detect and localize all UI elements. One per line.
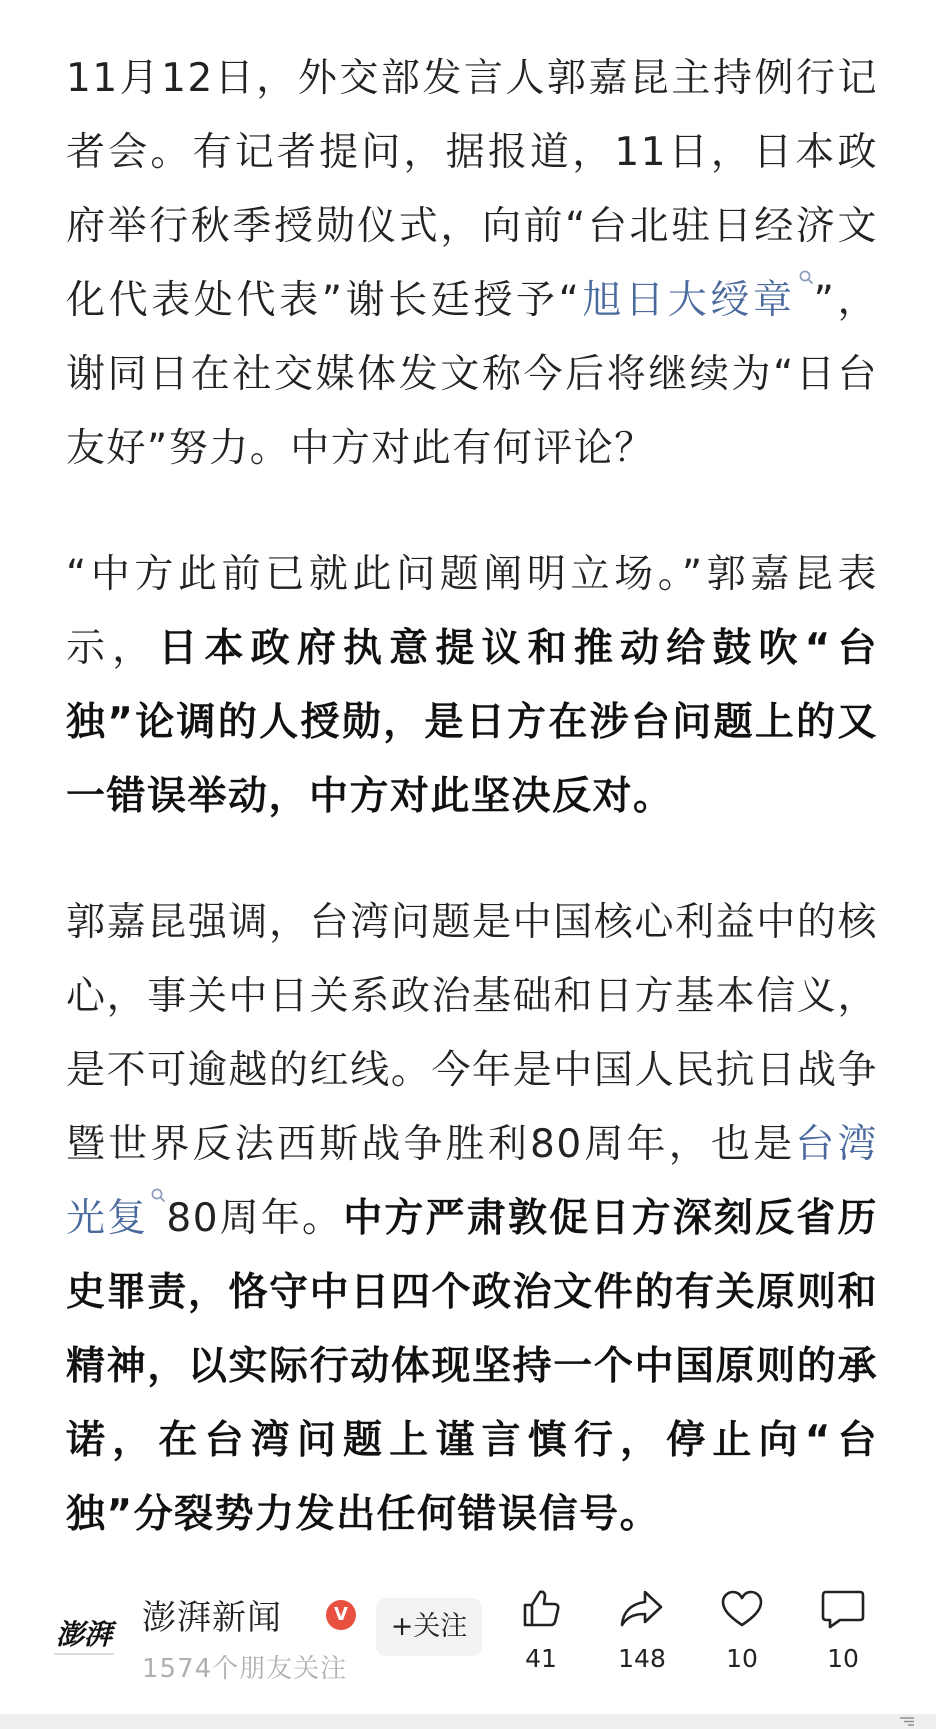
share-icon xyxy=(619,1586,665,1630)
paragraph-question xyxy=(66,42,878,486)
paragraph-text: 11月12日，外交部发言人郭嘉昆主持例行记者会。有记者提问，据报道，11日，日本政府举行秋季授勋仪式，向前“台北驻日经济文化代表处代表”谢长廷授予“ xyxy=(66,56,878,323)
follow-button[interactable]: +关注 xyxy=(376,1598,482,1656)
thepaper-logo[interactable] xyxy=(48,1614,120,1660)
keyword-link-label[interactable]: 台湾光复 xyxy=(66,1122,878,1241)
share-count: 148 xyxy=(618,1644,666,1673)
keyword-link-award[interactable] xyxy=(580,278,813,323)
paragraph-response xyxy=(66,538,878,834)
like-button[interactable] xyxy=(496,1586,586,1673)
account-name[interactable]: 澎湃新闻 xyxy=(142,1598,282,1638)
share-button[interactable] xyxy=(597,1586,687,1673)
comment-button[interactable] xyxy=(798,1586,888,1673)
follower-count: 1574个朋友关注 xyxy=(142,1654,348,1684)
paragraph-text: 80周年。 xyxy=(166,1196,344,1241)
comment-count: 10 xyxy=(827,1644,859,1673)
favorite-count: 10 xyxy=(726,1644,758,1673)
favorite-button[interactable] xyxy=(697,1586,787,1673)
bottom-divider xyxy=(0,1714,936,1729)
keyword-link-label[interactable]: 旭日大绶章 xyxy=(580,278,796,323)
paragraph-bold-text: 日本政府执意提议和推动给鼓吹“台独”论调的人授勋，是日方在涉台问题上的又一错误举动，中方对此坚决反对。 xyxy=(66,626,878,819)
logo-text: 澎湃 xyxy=(55,1618,113,1651)
paragraph-text: “中方此前已就此问题阐明立场。”郭嘉昆表示， xyxy=(66,552,878,671)
paragraph-text: ”，谢同日在社交媒体发文称今后将继续为“日台友好”努力。中方对此有何评论？ xyxy=(66,278,878,471)
search-icon xyxy=(150,1187,166,1207)
heart-icon xyxy=(719,1586,765,1630)
paragraph-bold-text: 中方严肃敦促日方深刻反省历史罪责，恪守中日四个政治文件的有关原则和精神，以实际行动体现坚持一个中国原则的承诺，在台湾问题上谨言慎行，停止向“台独”分裂势力发出任何错误信号。 xyxy=(66,1196,878,1537)
comment-icon xyxy=(820,1586,866,1630)
resize-handle-icon[interactable] xyxy=(900,1716,914,1727)
search-icon xyxy=(798,269,814,289)
verified-badge: V xyxy=(326,1600,356,1630)
author-action-bar xyxy=(0,1562,936,1729)
paragraph-emphasis xyxy=(66,886,878,1552)
like-count: 41 xyxy=(525,1644,557,1673)
article-body xyxy=(66,42,878,1604)
thumbs-up-icon xyxy=(519,1586,563,1630)
paragraph-text: 郭嘉昆强调，台湾问题是中国核心利益中的核心，事关中日关系政治基础和日方基本信义，是不可逾越的红线。今年是中国人民抗日战争暨世界反法西斯战争胜利80周年，也是 xyxy=(66,900,878,1167)
